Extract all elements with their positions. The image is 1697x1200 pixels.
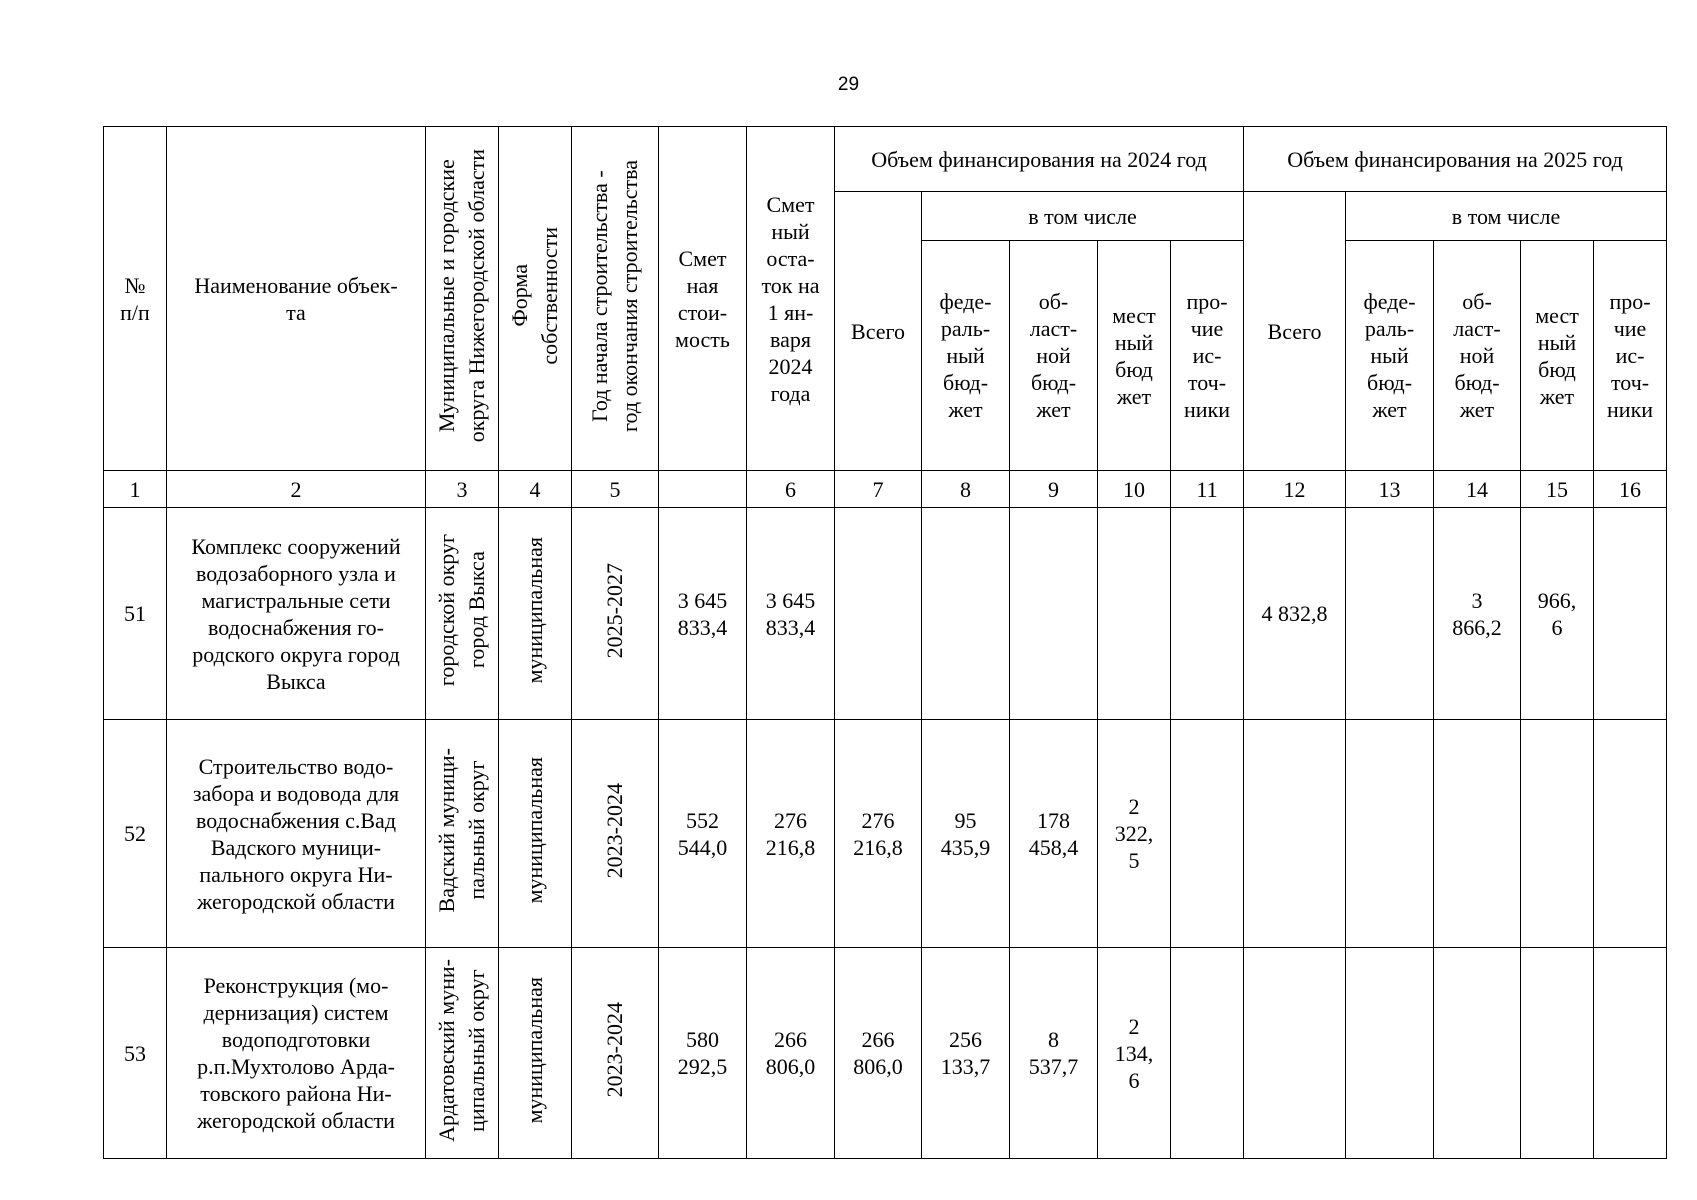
- column-number: 14: [1434, 471, 1521, 508]
- ownership-text: муниципальная: [522, 976, 547, 1124]
- header-other-2025: про- чие ис- точ- ники: [1594, 241, 1667, 471]
- regional-2024: 178 458,4: [1010, 720, 1098, 948]
- header-ownership: [499, 127, 572, 471]
- object-name: Реконструкция (мо- дернизация) систем водоподготовки р.п.Мухтолово Арда- товского района Ни- жегородской области: [167, 948, 426, 1159]
- column-number: 16: [1594, 471, 1667, 508]
- regional-2024: [1010, 508, 1098, 720]
- estimated-cost: 3 645 833,4: [659, 508, 747, 720]
- other-2025: [1594, 948, 1667, 1159]
- column-number: 4: [499, 471, 572, 508]
- municipality-text: Вадский муници- пальный округ: [434, 748, 489, 913]
- total-2025: 4 832,8: [1244, 508, 1346, 720]
- column-number-row: [104, 471, 1667, 508]
- local-2024: [1098, 508, 1171, 720]
- municipality-cell: [426, 948, 499, 1159]
- header-total-2024: Всего: [835, 192, 922, 471]
- header-municipality-text: Муниципальные и городские округа Нижегородской области: [434, 148, 489, 443]
- estimated-cost: 552 544,0: [659, 720, 747, 948]
- federal-2024: 256 133,7: [922, 948, 1010, 1159]
- local-2025: [1521, 948, 1594, 1159]
- row-number: 53: [104, 948, 167, 1159]
- federal-2025: [1346, 948, 1434, 1159]
- header-cost: Смет ная стои- мость: [659, 127, 747, 471]
- column-number: 1: [104, 471, 167, 508]
- total-2025: [1244, 720, 1346, 948]
- regional-2025: 3 866,2: [1434, 508, 1521, 720]
- local-2025: [1521, 720, 1594, 948]
- estimated-remainder: 276 216,8: [747, 720, 835, 948]
- header-including-2024: в том числе: [922, 192, 1244, 241]
- municipality-text: городской округ город Выкса: [434, 534, 489, 687]
- ownership-cell: [499, 948, 572, 1159]
- header-other-2024: про- чие ис- точ- ники: [1171, 241, 1244, 471]
- header-funding-2024: Объем финансирования на 2024 год: [835, 127, 1244, 192]
- table-row: [104, 720, 1667, 948]
- local-2024: 2 134, 6: [1098, 948, 1171, 1159]
- local-2025: 966, 6: [1521, 508, 1594, 720]
- header-regional-2025: об- ласт- ной бюд- жет: [1434, 241, 1521, 471]
- header-years-text: Год начала строительства - год окончания строительства: [587, 159, 642, 432]
- years-text: 2023-2024: [602, 782, 627, 879]
- total-2024: 276 216,8: [835, 720, 922, 948]
- regional-2025: [1434, 948, 1521, 1159]
- municipality-cell: [426, 720, 499, 948]
- header-funding-2025: Объем финансирования на 2025 год: [1244, 127, 1667, 192]
- municipality-cell: [426, 508, 499, 720]
- column-number: 12: [1244, 471, 1346, 508]
- header-federal-2024: феде- раль- ный бюд- жет: [922, 241, 1010, 471]
- row-number: 51: [104, 508, 167, 720]
- column-number: 15: [1521, 471, 1594, 508]
- other-2024: [1171, 720, 1244, 948]
- column-number: 6: [747, 471, 835, 508]
- column-number: [659, 471, 747, 508]
- column-number: 5: [572, 471, 659, 508]
- header-local-2024: мест ный бюд жет: [1098, 241, 1171, 471]
- municipality-text: Ардатовский муни- ципальный округ: [434, 958, 489, 1142]
- ownership-cell: [499, 720, 572, 948]
- page-number: 29: [837, 74, 860, 95]
- regional-2024: 8 537,7: [1010, 948, 1098, 1159]
- total-2025: [1244, 948, 1346, 1159]
- object-name: Комплекс сооружений водозаборного узла и магистральные сети водоснабжения го- родского округа город Выкса: [167, 508, 426, 720]
- header-remainder: Смет ный оста- ток на 1 ян- варя 2024 года: [747, 127, 835, 471]
- table-row: [104, 508, 1667, 720]
- column-number: 11: [1171, 471, 1244, 508]
- ownership-text: муниципальная: [522, 757, 547, 904]
- column-number: 13: [1346, 471, 1434, 508]
- federal-2025: [1346, 720, 1434, 948]
- local-2024: 2 322, 5: [1098, 720, 1171, 948]
- row-number: 52: [104, 720, 167, 948]
- header-ownership-text: Форма собственности: [507, 226, 562, 365]
- header-municipality: [426, 127, 499, 471]
- years-cell: [572, 720, 659, 948]
- estimated-remainder: 266 806,0: [747, 948, 835, 1159]
- total-2024: [835, 508, 922, 720]
- header-regional-2024: об- ласт- ной бюд- жет: [1010, 241, 1098, 471]
- header-name: Наименование объек- та: [167, 127, 426, 471]
- column-number: 9: [1010, 471, 1098, 508]
- header-local-2025: мест ный бюд жет: [1521, 241, 1594, 471]
- other-2024: [1171, 508, 1244, 720]
- header-no: № п/п: [104, 127, 167, 471]
- years-text: 2025-2027: [602, 562, 627, 659]
- table-row: [104, 948, 1667, 1159]
- years-text: 2023-2024: [602, 1002, 627, 1098]
- estimated-cost: 580 292,5: [659, 948, 747, 1159]
- column-number: 10: [1098, 471, 1171, 508]
- ownership-cell: [499, 508, 572, 720]
- header-federal-2025: феде- раль- ный бюд- жет: [1346, 241, 1434, 471]
- object-name: Строительство водо- забора и водовода для водоснабжения с.Вад Вадского муници- пального округа Ни- жегородской области: [167, 720, 426, 948]
- estimated-remainder: 3 645 833,4: [747, 508, 835, 720]
- header-including-2025: в том числе: [1346, 192, 1667, 241]
- column-number: 3: [426, 471, 499, 508]
- column-number: 7: [835, 471, 922, 508]
- federal-2024: [922, 508, 1010, 720]
- other-2025: [1594, 508, 1667, 720]
- other-2024: [1171, 948, 1244, 1159]
- header-years: [572, 127, 659, 471]
- years-cell: [572, 508, 659, 720]
- federal-2025: [1346, 508, 1434, 720]
- total-2024: 266 806,0: [835, 948, 922, 1159]
- federal-2024: 95 435,9: [922, 720, 1010, 948]
- years-cell: [572, 948, 659, 1159]
- header-total-2025: Всего: [1244, 192, 1346, 471]
- column-number: 8: [922, 471, 1010, 508]
- other-2025: [1594, 720, 1667, 948]
- construction-funding-table: [103, 126, 1667, 1159]
- column-number: 2: [167, 471, 426, 508]
- regional-2025: [1434, 720, 1521, 948]
- ownership-text: муниципальная: [522, 537, 547, 684]
- header-row-1: [104, 127, 1667, 192]
